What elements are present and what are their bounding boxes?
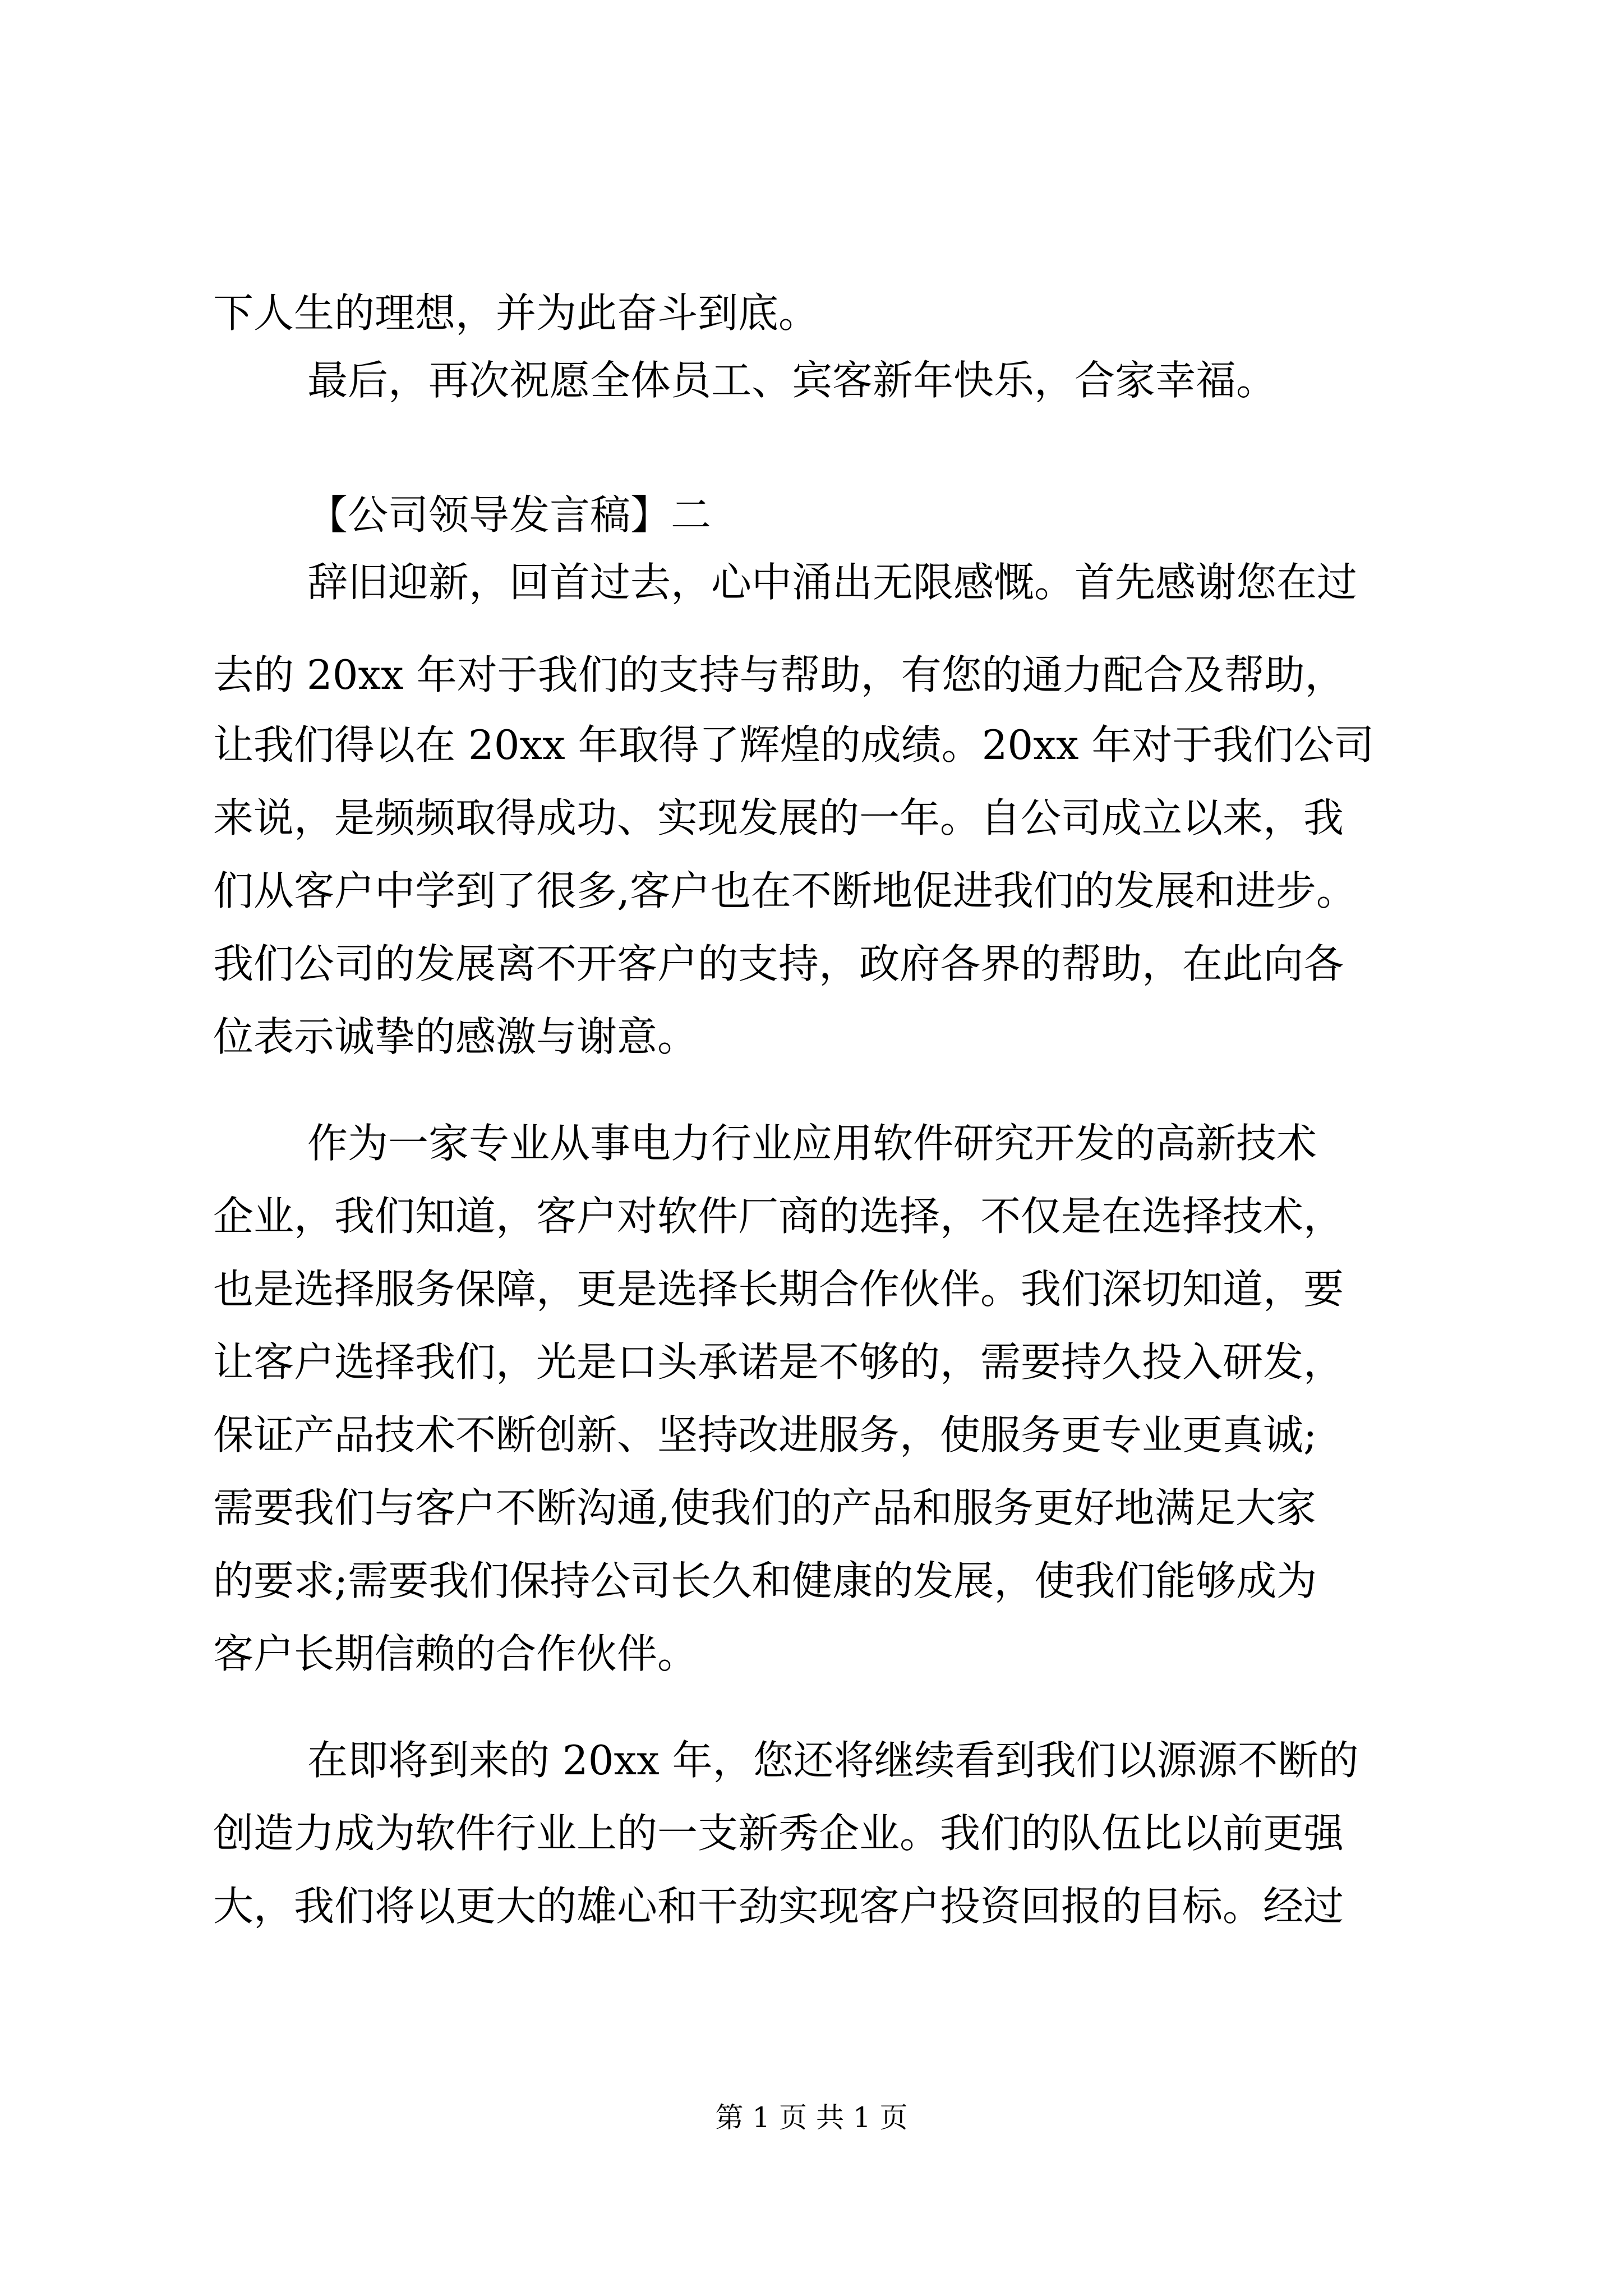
text-line: 客户长期信赖的合作伙伴。 (213, 1630, 698, 1677)
text-line: 保证产品技术不断创新、坚持改进服务，使服务更专业更真诚; (213, 1411, 1317, 1458)
text-line: 作为一家专业从事电力行业应用软件研究开发的高新技术 (307, 1120, 1317, 1167)
section-heading: 【公司领导发言稿】二 (307, 491, 712, 539)
text-line: 最后，再次祝愿全体员工、宾客新年快乐，合家幸福。 (307, 357, 1277, 404)
text-line: 让客户选择我们，光是口头承诺是不够的，需要持久投入研发， (213, 1338, 1344, 1386)
text-line: 下人生的理想，并为此奋斗到底。 (213, 289, 819, 337)
page-footer (0, 2101, 1623, 2134)
text-line: 辞旧迎新，回首过去，心中涌出无限感慨。首先感谢您在过 (307, 559, 1358, 606)
text-line: 大，我们将以更大的雄心和干劲实现客户投资回报的目标。经过 (213, 1883, 1344, 1930)
text-line: 让我们得以在 20xx 年取得了辉煌的成绩。20xx 年对于我们公司 (213, 721, 1375, 769)
text-line: 需要我们与客户不断沟通,使我们的产品和服务更好地满足大家 (213, 1484, 1316, 1531)
page-number-label: 第 1 页 共 1 页 (715, 2101, 908, 2134)
text-line: 的要求;需要我们保持公司长久和健康的发展，使我们能够成为 (213, 1557, 1317, 1604)
text-line: 位表示诚挚的感激与谢意。 (213, 1013, 698, 1060)
text-line: 在即将到来的 20xx 年，您还将继续看到我们以源源不断的 (307, 1737, 1359, 1784)
text-line: 也是选择服务保障，更是选择长期合作伙伴。我们深切知道，要 (213, 1266, 1344, 1313)
text-line: 们从客户中学到了很多,客户也在不断地促进我们的发展和进步。 (213, 867, 1357, 914)
text-line: 来说，是频频取得成功、实现发展的一年。自公司成立以来，我 (213, 794, 1344, 841)
text-line: 创造力成为软件行业上的一支新秀企业。我们的队伍比以前更强 (213, 1810, 1344, 1857)
text-line: 企业，我们知道，客户对软件厂商的选择，不仅是在选择技术， (213, 1193, 1344, 1240)
text-line: 去的 20xx 年对于我们的支持与帮助，有您的通力配合及帮助， (213, 651, 1345, 698)
text-line: 我们公司的发展离不开客户的支持，政府各界的帮助，在此向各 (213, 940, 1344, 987)
